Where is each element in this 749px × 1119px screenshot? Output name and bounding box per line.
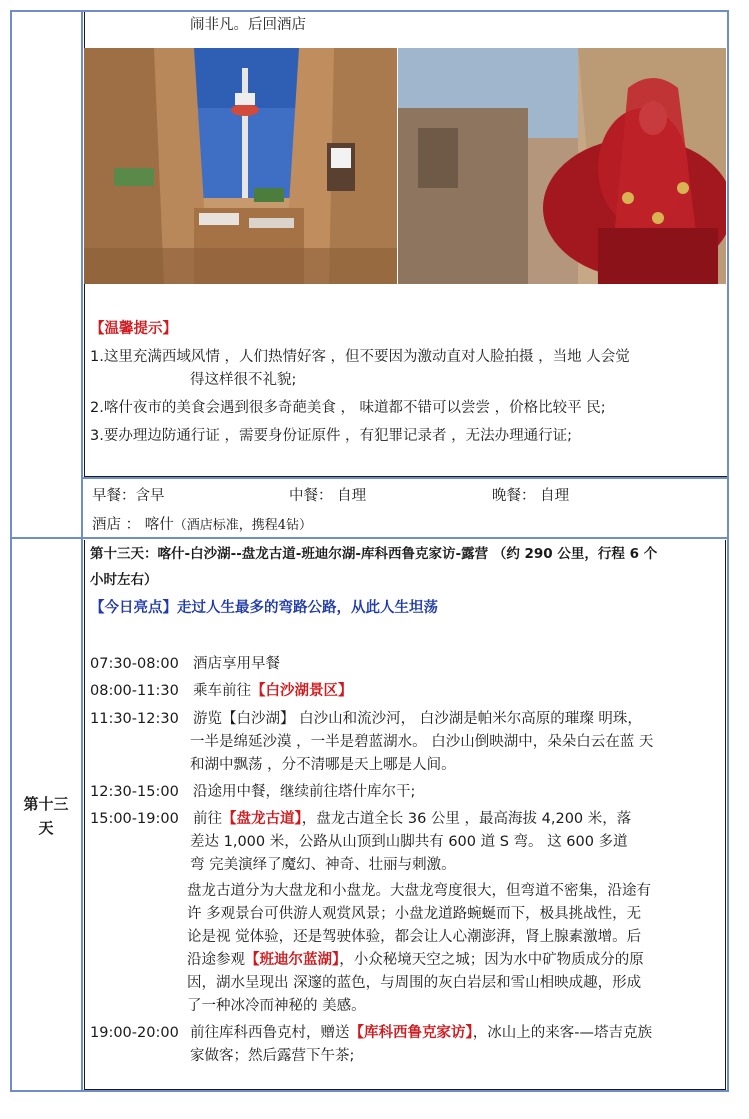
dinner-value: 自理 bbox=[540, 488, 570, 504]
bandier-blue-lake: 【班迪尔蓝湖】 bbox=[245, 952, 340, 968]
day12-continuation-text: 闹非凡。后回酒店 bbox=[190, 17, 306, 33]
schedule-5-line-1 bbox=[193, 808, 631, 830]
tip-1-line-1: 1.这里充满西域风情 ，人们热情好客 ，但不要因为激动直对人脸拍摄 ，当地 人会觉 bbox=[90, 349, 630, 365]
dinner-info bbox=[492, 485, 569, 507]
inner-border-left-day13 bbox=[84, 540, 85, 1090]
schedule-3-line-3: 和湖中飘荡 ，分不清哪是天上哪是人间。 bbox=[190, 757, 456, 773]
highlight-bracket: 【今日亮点】 bbox=[90, 600, 177, 616]
lunch-value: 自理 bbox=[337, 488, 367, 504]
schedule-1-time: 07:30-08:00 bbox=[90, 656, 179, 672]
table-border-left bbox=[10, 10, 12, 1092]
inner-border-right-day13 bbox=[725, 540, 726, 1090]
schedule-5-line-1a: 前往 bbox=[193, 811, 222, 827]
day13-title-line-1: 第十三天：喀什-白沙湖--盘龙古道-班迪尔湖-库科西鲁克家访-露营 （约 290 公里，行程 6 个 bbox=[90, 546, 658, 562]
lunch-label: 中餐： bbox=[289, 488, 333, 504]
schedule-5-line-2: 差达 1,000 米，公路从山顶到山脚共有 600 道 S 弯。 这 600 多道 bbox=[190, 834, 628, 850]
schedule-5-time: 15:00-19:00 bbox=[90, 811, 179, 827]
hotel-label: 酒店 ： bbox=[92, 517, 141, 533]
tip-1-line-2: 得这样很不礼貌; bbox=[190, 372, 297, 388]
panlong-ancient-road: 【盘龙古道】 bbox=[222, 811, 302, 827]
hotel-city: 喀什 bbox=[144, 517, 174, 533]
schedule-4-text: 沿途用中餐，继续前往塔什库尔干; bbox=[193, 784, 416, 800]
schedule-4-time: 12:30-15:00 bbox=[90, 784, 179, 800]
woman-in-red-dress-photo bbox=[398, 48, 726, 284]
schedule-2-plain: 乘车前往 bbox=[193, 683, 251, 699]
day13-label-line-1: 第十三 bbox=[23, 795, 69, 813]
kashgar-old-town-photo bbox=[84, 48, 397, 284]
day13-title-line-2: 小时左右） bbox=[90, 572, 158, 588]
schedule-3-line-2: 一半是绵延沙漠 ，一半是碧蓝湖水。 白沙山倒映湖中，朵朵白云在蓝 天 bbox=[190, 734, 654, 750]
table-border-bottom bbox=[10, 1090, 729, 1092]
dinner-label: 晚餐： bbox=[492, 488, 536, 504]
day13-label bbox=[10, 792, 82, 840]
panlong-para-line-3: 论是视 觉体验，还是驾驶体验，都会让人心潮澎湃，肾上腺素激增。后 bbox=[187, 929, 642, 945]
day13-highlight bbox=[90, 597, 438, 619]
panlong-para-line-4b: ，小众秘境天空之城；因为水中矿物质成分的原 bbox=[339, 952, 644, 968]
inner-border-bottom bbox=[84, 476, 727, 477]
schedule-3-line-1 bbox=[193, 708, 642, 730]
hotel-note: （酒店标准，携程4钻） bbox=[173, 518, 312, 533]
panlong-para-line-6: 了一种冰冷而神秘的 美感。 bbox=[187, 998, 366, 1014]
panlong-para-line-2: 许 多观景台可供游人观赏风景；小盘龙道路蜿蜒而下，极具挑战性，无 bbox=[187, 906, 642, 922]
panlong-para-line-4a: 沿途参观 bbox=[187, 952, 245, 968]
highlight-text: 走过人生最多的弯路公路，从此人生坦荡 bbox=[177, 600, 438, 616]
row-divider-day13 bbox=[10, 537, 729, 539]
column-divider bbox=[81, 10, 83, 1092]
panlong-para-line-1: 盘龙古道分为大盘龙和小盘龙。大盘龙弯度很大，但弯道不密集，沿途有 bbox=[187, 883, 651, 899]
tip-2: 2.喀什夜市的美食会遇到很多奇葩美食 ， 味道都不错可以尝尝 ，价格比较平 民; bbox=[90, 400, 606, 416]
schedule-5-line-1b: ，盘龙古道全长 36 公里 ，最高海拔 4,200 米，落 bbox=[301, 811, 632, 827]
schedule-1-text: 酒店享用早餐 bbox=[193, 656, 280, 672]
breakfast-value: 含早 bbox=[135, 488, 165, 504]
schedule-3-line-1b: 白沙山和流沙河， 白沙湖是帕米尔高原的璀璨 明珠， bbox=[299, 711, 642, 727]
row-divider-meals bbox=[81, 477, 729, 479]
schedule-3-time: 11:30-12:30 bbox=[90, 711, 179, 727]
kukexiluke-home-visit: 【库科西鲁克家访】 bbox=[349, 1025, 473, 1041]
day13-label-line-2: 天 bbox=[38, 819, 54, 837]
hotel-info bbox=[92, 514, 312, 537]
schedule-2-time: 08:00-11:30 bbox=[90, 683, 179, 699]
table-border-top bbox=[10, 10, 729, 12]
schedule-5-line-3: 弯 完美演绎了魔幻、神奇、壮丽与刺激。 bbox=[190, 857, 456, 873]
schedule-6-line-1a: 前往库科西鲁克村，赠送 bbox=[190, 1025, 350, 1041]
panlong-para-line-5: 因，湖水呈现出 深邃的蓝色，与周围的灰白岩层和雪山相映成趣，形成 bbox=[187, 975, 642, 991]
schedule-6-line-1b: ，冰山上的来客-—塔吉克族 bbox=[472, 1025, 652, 1041]
schedule-6-line-2: 家做客；然后露营下午茶; bbox=[190, 1048, 355, 1064]
table-border-right bbox=[727, 10, 729, 1092]
inner-border-bottom-day13 bbox=[84, 1089, 726, 1090]
tip-3: 3.要办理边防通行证 ，需要身份证原件 ，有犯罪记录者 ，无法办理通行证; bbox=[90, 428, 573, 444]
breakfast-info bbox=[92, 485, 165, 507]
schedule-6-line-1 bbox=[190, 1022, 652, 1044]
tips-title: 【温馨提示】 bbox=[90, 321, 177, 337]
lunch-info bbox=[289, 485, 366, 507]
schedule-3-line-1a: 游览【白沙湖】 bbox=[193, 711, 295, 727]
schedule-6-time: 19:00-20:00 bbox=[90, 1025, 179, 1041]
breakfast-label: 早餐： bbox=[92, 488, 136, 504]
baisha-lake-scenic-area: 【白沙湖景区】 bbox=[251, 683, 353, 699]
schedule-2-text bbox=[193, 680, 353, 702]
panlong-para-line-4 bbox=[187, 949, 644, 971]
